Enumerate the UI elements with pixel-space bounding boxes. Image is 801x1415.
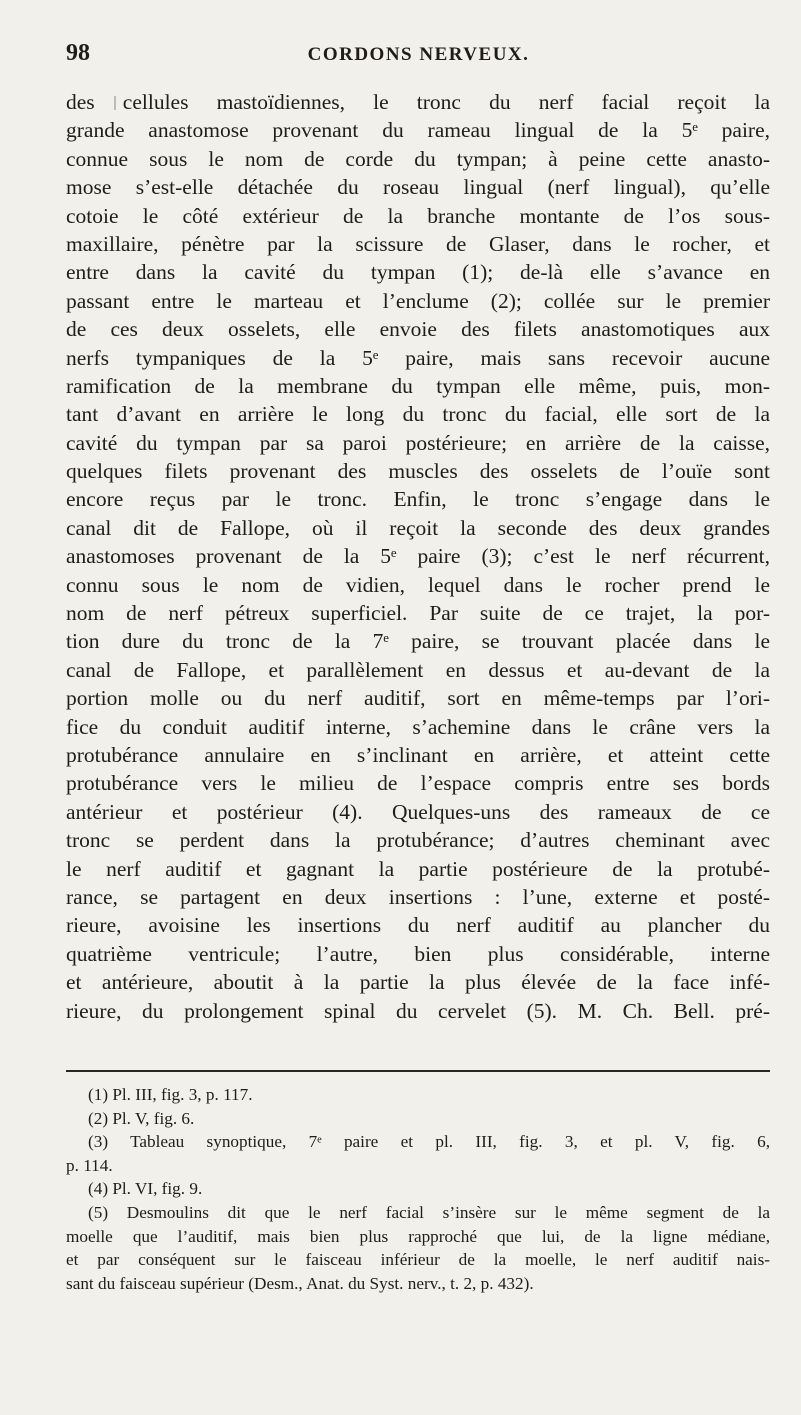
footnotes [66,1083,770,1295]
body-line: maxillaire, pénètre par la scissure de Glaser, dans le rocher, et [66,231,770,256]
body-line: et antérieure, aboutit à la partie la plus élevée de la face infé- [66,970,770,995]
body-line: connue sous le nom de corde du tympan; à peine cette anasto- [66,146,770,171]
body-line: canal dit de Fallope, où il reçoit la seconde des deux grandes [66,515,770,540]
footnote-line: (3) Tableau synoptique, 7ᵉ paire et pl. III, fig. 3, et pl. V, fig. 6, [88,1132,770,1152]
footnote-line: et par conséquent sur le faisceau inférieur de la moelle, le nerf auditif nais- [66,1250,770,1270]
body-line: passant entre le marteau et l’enclume (2); collée sur le premier [66,288,770,313]
body-line: canal de Fallope, et parallèlement en dessus et au-devant de la [66,657,770,682]
body-line: grande anastomose provenant du rameau lingual de la 5ᵉ paire, [66,118,770,143]
body-line: mose s’est-elle détachée du roseau lingual (nerf lingual), qu’elle [66,175,770,200]
footnote-line: (2) Pl. V, fig. 6. [88,1108,195,1128]
footnote-line: (5) Desmoulins dit que le nerf facial s’insère sur le même segment de la [88,1202,770,1222]
body-line: rance, se partagent en deux insertions : l’une, externe et posté- [66,884,770,909]
footnote-line: sant du faisceau supérieur (Desm., Anat. du Syst. nerv., t. 2, p. 432). [66,1273,534,1293]
body-line: quatrième ventricule; l’autre, bien plus considérable, interne [66,941,770,966]
body-line: fice du conduit auditif interne, s’achemine dans le crâne vers la [66,714,770,739]
footnote-line: (1) Pl. III, fig. 3, p. 117. [88,1085,253,1104]
body-line: connu sous le nom de vidien, lequel dans le rocher prend le [66,572,770,597]
body-line: de ces deux osselets, elle envoie des filets anastomotiques aux [66,317,770,342]
body-line: rieure, du prolongement spinal du cervelet (5). M. Ch. Bell. pré- [66,998,770,1023]
body-line: quelques filets provenant des muscles des osselets de l’ouïe sont [66,459,770,484]
body-line: rieure, avoisine les insertions du nerf auditif au plancher du [66,913,770,938]
body-line: encore reçus par le tronc. Enfin, le tronc s’engage dans le [66,487,770,512]
body-line: ramification de la membrane du tympan elle même, puis, mon- [66,373,770,398]
footnote-line: p. 114. [66,1155,113,1175]
body-line: cotoie le côté extérieur de la branche montante de l’os sous- [66,203,770,228]
body-line: tant d’avant en arrière le long du tronc du facial, elle sort de la [66,402,770,427]
body-line: anastomoses provenant de la 5ᵉ paire (3); c’est le nerf récurrent, [66,544,770,569]
body-line: protubérance annulaire en s’inclinant en arrière, et atteint cette [66,742,770,767]
body-line: protubérance vers le milieu de l’espace compris entre ses bords [66,771,770,796]
footnote-line: (4) Pl. VI, fig. 9. [88,1179,203,1199]
body-line: des cellules mastoïdiennes, le tronc du nerf facial reçoit la [66,90,770,114]
footnote-rule [66,1070,770,1072]
body-line: nerfs tympaniques de la 5ᵉ paire, mais sans recevoir aucune [66,345,770,370]
page-number: 98 [66,40,90,66]
body-line: tion dure du tronc de la 7ᵉ paire, se trouvant placée dans le [66,629,770,654]
body-line: cavité du tympan par sa paroi postérieure; en arrière de la caisse, [66,430,770,455]
footnote-line: moelle que l’auditif, mais bien plus rapproché que lui, de la ligne médiane, [66,1226,770,1246]
body-text [66,88,770,1025]
body-line: le nerf auditif et gagnant la partie postérieure de la protubé- [66,856,770,881]
body-line: nom de nerf pétreux superficiel. Par suite de ce trajet, la por- [66,601,770,626]
running-title: CORDONS NERVEUX. [307,44,530,65]
body-line: tronc se perdent dans la protubérance; d’autres cheminant avec [66,828,770,853]
page-header [66,40,771,70]
body-line: portion molle ou du nerf auditif, sort en même-temps par l’ori- [66,686,770,711]
body-line: antérieur et postérieur (4). Quelques-uns des rameaux de ce [66,799,770,824]
body-line: entre dans la cavité du tympan (1); de-là elle s’avance en [66,260,770,285]
